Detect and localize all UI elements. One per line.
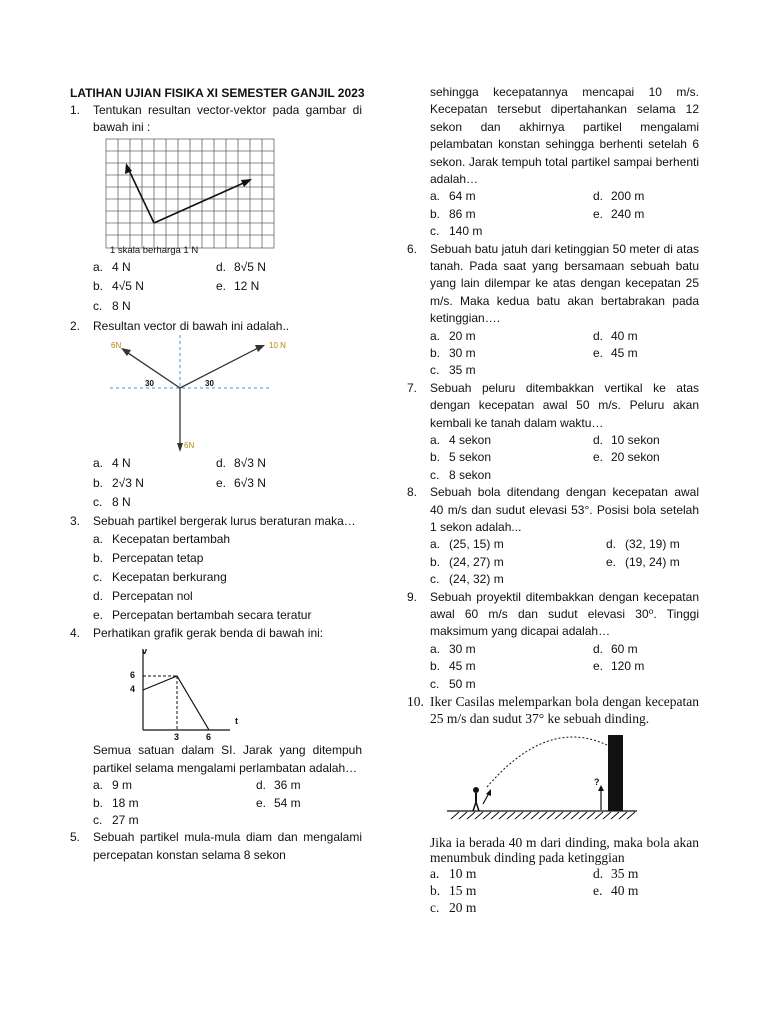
projectile-wall-svg (447, 727, 647, 835)
option-c[interactable]: c. 140 m (430, 224, 483, 239)
option-c[interactable]: c. 50 m (430, 676, 476, 691)
question-text: Sebuah peluru ditembakkan vertikal ke atas dengan kecepatan awal 50 m/s. Peluru akan kembali ke tanah dalam waktu… (430, 380, 699, 430)
options-1 (70, 259, 362, 315)
question-5-continued: sehingga kecepatannya mencapai 10 m/s. Kecepatan tersebut dipertahankan selama 12 sekon dan akhirnya partikel mengalami pelambatan konstan sehingga berhenti setelah 6 sekon. Jarak tempuh total partikel sampai berhenti adalah… (430, 85, 699, 187)
question-number: 1. (70, 103, 81, 117)
option-a[interactable]: a. (25, 15) m (430, 537, 504, 552)
angle-left-label: 30 (145, 379, 154, 389)
option-a[interactable]: a. 64 m (430, 189, 476, 204)
vector-grid-svg (93, 137, 283, 259)
option-a[interactable]: a. Kecepatan bertambah (93, 531, 231, 546)
option-a[interactable]: a. 9 m (93, 778, 133, 793)
question-text: Iker Casilas melemparkan bola dengan kecepatan 25 m/s dan sudut 37° ke sebuah dinding. (430, 693, 699, 726)
question-text: Sebuah partikel mula-mula diam dan mengalami percepatan konstan selama 8 sekon (93, 830, 362, 862)
option-e[interactable]: e. 54 m (256, 795, 301, 810)
question-9: 9. Sebuah proyektil ditembakkan dengan kecepatan awal 60 m/s dan sudut elevasi 30⁰. Tinggi maksimum yang dicapai adalah… (407, 589, 699, 639)
option-c[interactable]: c. 8 N (93, 495, 131, 510)
option-d[interactable]: d. 10 sekon (593, 433, 660, 448)
option-d[interactable]: d. 35 m (593, 865, 639, 881)
option-a[interactable]: a. 10 m (430, 865, 477, 881)
angle-right-label: 30 (205, 379, 214, 389)
option-d[interactable]: d. 8√3 N (216, 456, 266, 471)
question-5: 5. Sebuah partikel mula-mula diam dan mengalami percepatan konstan selama 8 sekon (70, 830, 362, 862)
x-tick-6: 6 (206, 732, 212, 743)
option-e[interactable]: e. 40 m (593, 882, 639, 898)
ball-trajectory (487, 737, 607, 787)
bottom-vector-label: 6N (184, 441, 195, 451)
question-2: 2. Resultan vector di bawah ini adalah.. (70, 318, 290, 333)
options-10 (407, 865, 699, 916)
velocity-graph (70, 642, 362, 742)
option-e[interactable]: e. (19, 24) m (606, 554, 680, 569)
question-7: 7. Sebuah peluru ditembakkan vertikal ke atas dengan kecepatan awal 50 m/s. Peluru akan kembali ke tanah dalam waktu… (407, 380, 699, 430)
velocity-graph-svg (130, 642, 330, 742)
options-5 (407, 188, 699, 240)
question-text: Sebuah bola ditendang dengan kecepatan awal 40 m/s dan sudut elevasi 53°. Posisi bola setelah 1 sekon adalah... (430, 485, 699, 535)
option-c[interactable]: c. (24, 32) m (430, 572, 504, 587)
question-10-block (407, 693, 699, 916)
option-b[interactable]: b. 45 m (430, 659, 476, 674)
option-e[interactable]: e. 120 m (593, 659, 645, 674)
question-text: Resultan vector di bawah ini adalah.. (93, 318, 290, 333)
option-c[interactable]: c. Kecepatan berkurang (93, 569, 227, 584)
left-vector-label: 6N (111, 341, 122, 351)
option-e[interactable]: e. 240 m (593, 206, 645, 221)
question-4: 4. Perhatikan grafik gerak benda di bawah ini: (70, 625, 324, 640)
question-6: 6. Sebuah batu jatuh dari ketinggian 50 meter di atas tanah. Pada saat yang bersamaan sebuah batu yang lain dilempar ke atas dengan kecepatan 25 m/s. Maka kedua batu akan bertabrakan pada ketinggian…. (407, 241, 699, 326)
option-c[interactable]: c. 8 sekon (430, 467, 492, 482)
option-b[interactable]: b. 2√3 N (93, 475, 144, 490)
player-head (473, 787, 479, 793)
options-2 (70, 455, 362, 511)
option-a[interactable]: a. 30 m (430, 641, 476, 656)
option-c[interactable]: c. 8 N (93, 298, 131, 313)
option-c[interactable]: c. 35 m (430, 363, 476, 378)
question-3: 3. Sebuah partikel bergerak lurus beraturan maka… (70, 513, 356, 528)
options-8 (407, 536, 699, 588)
y-tick-4: 4 (130, 684, 136, 695)
question-text: Sebuah batu jatuh dari ketinggian 50 meter di atas tanah. Pada saat yang bersamaan sebuah batu yang lain dilempar ke atas dengan kecepatan 25 m/s. Maka kedua batu akan bertabrakan pada ketinggian…. (430, 241, 699, 326)
option-b[interactable]: b. 5 sekon (430, 450, 492, 465)
right-column (407, 84, 699, 916)
option-d[interactable]: d. (32, 19) m (606, 537, 680, 552)
resultant-vector-svg (70, 335, 360, 455)
option-d[interactable]: d. 36 m (256, 778, 301, 793)
option-a[interactable]: a. 20 m (430, 328, 476, 343)
question-text: Sebuah proyektil ditembakkan dengan kecepatan awal 60 m/s dan sudut elevasi 30⁰. Tinggi maksimum yang dicapai adalah… (430, 589, 699, 639)
question-10: 10. Iker Casilas melemparkan bola dengan kecepatan 25 m/s dan sudut 37° ke sebuah dinding. (407, 693, 699, 726)
option-e[interactable]: e. 20 sekon (593, 450, 660, 465)
options-3 (70, 530, 362, 625)
x-tick-3: 3 (174, 732, 180, 743)
options-6 (407, 328, 699, 380)
option-a[interactable]: a. 4 N (93, 456, 131, 471)
option-b[interactable]: b. 18 m (93, 795, 139, 810)
options-7 (407, 432, 699, 484)
question-text: Tentukan resultan vector-vektor pada gambar di bawah ini : (93, 103, 362, 135)
left-column (70, 84, 365, 864)
option-d[interactable]: d. 200 m (593, 189, 645, 204)
height-unknown-label: ? (594, 776, 600, 787)
option-b[interactable]: b. 86 m (430, 206, 476, 221)
question-4-text: Semua satuan dalam SI. Jarak yang ditempuh partikel selama mengalami perlambatan adalah… (93, 743, 362, 775)
projectile-wall-figure (430, 727, 699, 835)
question-text: Sebuah partikel bergerak lurus beraturan maka… (93, 513, 356, 528)
option-a[interactable]: a. 4 N (93, 259, 131, 274)
question-8: 8. Sebuah bola ditendang dengan kecepatan awal 40 m/s dan sudut elevasi 53°. Posisi bola setelah 1 sekon adalah... (407, 485, 699, 535)
option-b[interactable]: b. 30 m (430, 346, 476, 361)
right-vector-label: 10 N (269, 341, 286, 351)
vector-arrow-left (127, 166, 154, 223)
question-10-text: Jika ia berada 40 m dari dinding, maka bola akan menumbuk dinding pada ketinggian (430, 834, 699, 865)
option-d[interactable]: d. 8√5 N (216, 259, 266, 274)
y-axis-label: v (142, 646, 148, 657)
x-axis-label: t (235, 716, 238, 727)
option-d[interactable]: d. 40 m (593, 328, 638, 343)
question-1 (70, 102, 362, 137)
option-d[interactable]: d. Percepatan nol (93, 588, 193, 603)
wall (608, 735, 623, 811)
resultant-vector-figure (70, 335, 362, 455)
option-e[interactable]: e. 12 N (216, 279, 260, 294)
page-title: LATIHAN UJIAN FISIKA XI SEMESTER GANJIL 2023 (70, 86, 365, 100)
options-4 (70, 777, 362, 829)
option-d[interactable]: d. 60 m (593, 641, 638, 656)
question-text: Perhatikan grafik gerak benda di bawah ini: (93, 625, 324, 640)
options-9 (407, 641, 699, 693)
vector-grid-figure (93, 137, 362, 259)
velocity-line (143, 676, 209, 730)
option-e[interactable]: e. Percepatan bertambah secara teratur (93, 607, 312, 622)
option-b[interactable]: b. 15 m (430, 882, 477, 898)
option-b[interactable]: b. Percepatan tetap (93, 550, 204, 565)
option-b[interactable]: b. (24, 27) m (430, 554, 504, 569)
option-e[interactable]: e. 45 m (593, 346, 638, 361)
figure-caption: 1 skala berharga 1 N (110, 244, 199, 256)
option-a[interactable]: a. 4 sekon (430, 433, 492, 448)
option-b[interactable]: b. 4√5 N (93, 279, 144, 294)
option-e[interactable]: e. 6√3 N (216, 475, 266, 490)
y-tick-6: 6 (130, 670, 136, 681)
option-c[interactable]: c. 27 m (93, 812, 139, 827)
option-c[interactable]: c. 20 m (430, 899, 477, 915)
